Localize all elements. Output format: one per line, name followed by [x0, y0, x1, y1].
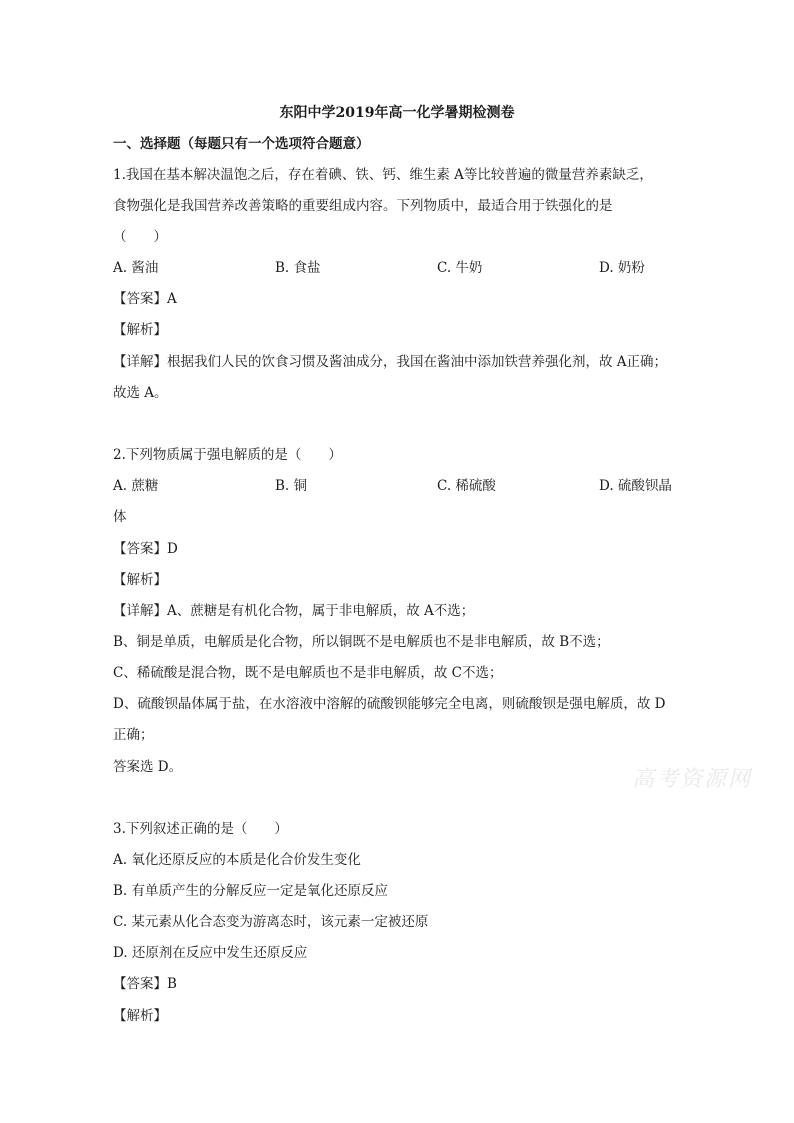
q2-detail-line2: B、铜是单质，电解质是化合物，所以铜既不是电解质也不是非电解质，故 B不选；	[113, 634, 610, 650]
q3-option-a: A. 氧化还原反应的本质是化合价发生变化	[113, 852, 361, 868]
q2-option-d-wrap: 体	[113, 509, 127, 525]
q1-answer: 【答案】A	[113, 291, 177, 307]
q1-detail-line2: 故选 A。	[113, 385, 168, 401]
q3-option-c: C. 某元素从化合态变为游离态时，该元素一定被还原	[113, 914, 429, 930]
q1-option-c: C. 牛奶	[437, 260, 483, 276]
q1-stem-line2: 食物强化是我国营养改善策略的重要组成内容。下列物质中，最适合用于铁强化的是	[113, 198, 613, 214]
q2-detail-line6: 答案选 D。	[113, 759, 183, 775]
q1-option-d: D. 奶粉	[599, 260, 645, 276]
q2-stem: 2.下列物质属于强电解质的是（ ）	[113, 447, 342, 463]
q1-stem-line3: （ ）	[113, 229, 167, 245]
section-heading: 一、选择题（每题只有一个选项符合题意）	[113, 136, 370, 152]
q2-analysis: 【解析】	[113, 572, 167, 588]
q1-option-b: B. 食盐	[275, 260, 321, 276]
q1-analysis: 【解析】	[113, 322, 167, 338]
page-title: 东阳中学2019年高一化学暑期检测卷	[279, 105, 515, 121]
q1-detail-line1: 【详解】根据我们人民的饮食习惯及酱油成分，我国在酱油中添加铁营养强化剂，故 A正确；	[113, 354, 668, 370]
q1-option-a: A. 酱油	[113, 260, 159, 276]
q3-option-b: B. 有单质产生的分解反应一定是氧化还原反应	[113, 883, 389, 899]
q2-detail-line3: C、稀硫酸是混合物，既不是电解质也不是非电解质，故 C不选；	[113, 665, 503, 681]
q3-answer: 【答案】B	[113, 976, 177, 992]
q2-detail-line1: 【详解】A、蔗糖是有机化合物，属于非电解质，故 A不选；	[113, 603, 475, 619]
q2-answer: 【答案】D	[113, 541, 178, 557]
q2-option-a: A. 蔗糖	[113, 478, 159, 494]
q2-option-c: C. 稀硫酸	[437, 478, 496, 494]
q3-analysis: 【解析】	[113, 1008, 167, 1024]
q2-option-b: B. 铜	[275, 478, 308, 494]
q3-stem: 3.下列叙述正确的是（ ）	[113, 821, 288, 837]
watermark: 高考资源网	[632, 767, 753, 792]
q2-detail-line4: D、硫酸钡晶体属于盐，在水溶液中溶解的硫酸钡能够完全电离，则硫酸钡是强电解质，故 D	[113, 696, 666, 712]
q2-detail-line5: 正确；	[113, 727, 154, 743]
q3-option-d: D. 还原剂在反应中发生还原反应	[113, 945, 308, 961]
q1-stem-line1: 1.我国在基本解决温饱之后，存在着碘、铁、钙、维生素 A等比较普遍的微量营养素缺乏，	[113, 167, 653, 183]
q2-option-d: D. 硫酸钡晶	[599, 478, 672, 494]
